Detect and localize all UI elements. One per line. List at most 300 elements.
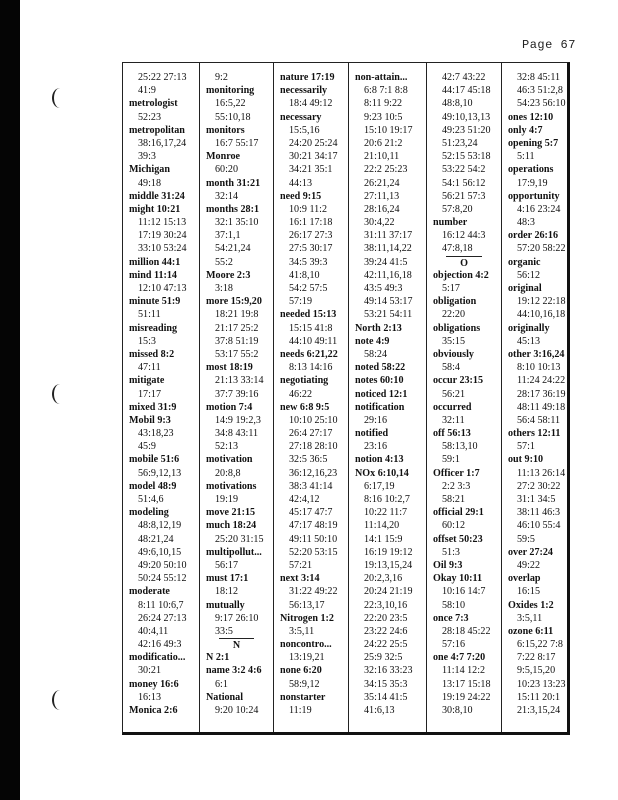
index-reference: 56:21 [442, 388, 465, 400]
index-reference: 8:10 10:13 [517, 362, 561, 374]
index-reference: 9:2 [215, 72, 228, 83]
index-reference: 58:4 [442, 362, 460, 374]
index-reference: 59:5 [517, 533, 535, 545]
index-term: money 16:6 [129, 678, 179, 690]
index-reference: 30:21 34:17 [289, 151, 338, 163]
section-letter-text: N [219, 638, 254, 652]
index-term: out 9:10 [508, 454, 544, 466]
index-reference: 43:18,23 [138, 428, 174, 440]
index-column-5 [426, 63, 501, 732]
index-reference: 58:21 [442, 494, 465, 505]
index-reference: 27:11,13 [364, 190, 400, 202]
index-term: National [206, 691, 244, 703]
index-term: none 6:20 [280, 665, 322, 677]
index-reference: 12:10 47:13 [138, 283, 187, 294]
index-reference: 47:17 48:19 [289, 520, 338, 532]
index-term: obligations [433, 322, 481, 334]
index-term: noticed 12:1 [355, 388, 408, 400]
index-reference: 52:20 53:15 [289, 546, 338, 558]
index-reference: 38:16,17,24 [138, 137, 187, 149]
index-reference: 9:17 26:10 [215, 612, 259, 624]
index-reference: 19:13,15,24 [364, 559, 413, 571]
index-term: number [433, 217, 468, 229]
index-reference: 33:10 53:24 [138, 243, 187, 255]
index-reference: 8:16 10:2,7 [364, 494, 410, 505]
index-term: necessarily [280, 85, 328, 97]
index-term: notification [355, 401, 405, 413]
index-column-4 [348, 63, 426, 732]
index-term: one 4:7 7:20 [433, 652, 486, 664]
index-reference: 49:11 50:10 [289, 533, 338, 545]
index-reference: 29:16 [364, 414, 387, 426]
index-reference: 41:6,13 [364, 705, 395, 716]
index-reference: 31:11 37:17 [364, 230, 413, 242]
index-term: offset 50:23 [433, 533, 483, 545]
index-reference: 47:8,18 [442, 243, 473, 255]
index-reference: 21:3,15,24 [517, 705, 561, 716]
index-reference: 41:8,10 [289, 269, 320, 281]
index-reference: 34:15 35:3 [364, 678, 408, 690]
index-reference: 8:11 10:6,7 [138, 599, 184, 611]
index-reference: 9:5,15,20 [517, 665, 556, 677]
index-reference: 30:4,22 [364, 217, 395, 229]
index-reference: 22:3,10,16 [364, 599, 408, 611]
index-reference: 20:6 21:2 [364, 137, 403, 149]
index-reference: 36:12,16,23 [289, 467, 338, 479]
index-reference: 31:22 49:22 [289, 586, 338, 598]
index-reference: 51:23,24 [442, 137, 478, 149]
index-term: missed 8:2 [129, 348, 175, 360]
index-term: minute 51:9 [129, 296, 181, 308]
index-reference: 28:18 45:22 [442, 625, 491, 637]
index-reference: 20:24 21:19 [364, 586, 413, 598]
index-reference: 47:11 [138, 362, 161, 374]
index-term: Michigan [129, 164, 170, 176]
index-reference: 53:22 54:2 [442, 164, 486, 176]
index-reference: 10:23 13:23 [517, 678, 566, 690]
index-reference: 52:23 [138, 111, 161, 123]
index-reference: 56:12 [517, 269, 540, 281]
index-reference: 49:22 [517, 559, 540, 571]
index-reference: 55:10,18 [215, 111, 251, 123]
index-term: name 3:2 4:6 [206, 665, 262, 677]
index-reference: 25:20 31:15 [215, 533, 264, 545]
index-reference: 28:16,24 [364, 203, 400, 215]
index-term: notes 60:10 [355, 375, 404, 387]
index-reference: 16:19 19:12 [364, 546, 413, 558]
index-reference: 10:22 11:7 [364, 507, 408, 519]
index-reference: 59:1 [442, 454, 460, 466]
index-reference: 17:17 [138, 388, 161, 400]
index-reference: 54:23 56:10 [517, 98, 566, 110]
index-term: modeling [129, 507, 169, 519]
index-term: new 6:8 9:5 [280, 401, 330, 413]
index-reference: 15:3 [138, 335, 156, 347]
index-reference: 16:5,22 [215, 98, 246, 110]
index-reference: 18:21 19:8 [215, 309, 259, 321]
index-reference: 54:1 56:12 [442, 177, 486, 189]
index-term: mutually [206, 599, 245, 611]
index-term: mind 11:14 [129, 269, 177, 281]
index-term: might 10:21 [129, 203, 181, 215]
index-term: must 17:1 [206, 573, 249, 585]
index-term: metropolitan [129, 124, 185, 136]
index-reference: 21:10,11 [364, 151, 400, 163]
index-reference: 8:11 9:22 [364, 98, 403, 110]
index-reference: 5:17 [442, 283, 460, 294]
index-term: middle 31:24 [129, 190, 185, 202]
index-reference: 20:8,8 [215, 467, 241, 479]
index-term: originally [508, 322, 550, 334]
section-letter [427, 256, 501, 269]
index-reference: 23:16 [364, 441, 387, 453]
index-reference: 45:17 47:7 [289, 507, 333, 519]
index-reference: 6:17,19 [364, 480, 395, 492]
index-reference: 3:5,11 [289, 625, 315, 637]
index-reference: 34:5 39:3 [289, 256, 328, 268]
index-term: months 28:1 [206, 203, 259, 215]
index-reference: 18:4 49:12 [289, 98, 333, 110]
index-reference: 44:10,16,18 [517, 309, 566, 321]
index-reference: 57:16 [442, 639, 465, 651]
index-reference: 13:19,21 [289, 652, 325, 664]
index-term: ozone 6:11 [508, 625, 554, 637]
index-reference: 24:22 25:5 [364, 639, 408, 651]
index-reference: 58:13,10 [442, 441, 478, 453]
index-term: misreading [129, 322, 178, 334]
index-term: Oil 9:3 [433, 559, 463, 571]
index-reference: 58:9,12 [289, 678, 320, 690]
index-reference: 57:1 [517, 441, 535, 453]
index-term: organic [508, 256, 541, 268]
index-term: mitigate [129, 375, 165, 387]
index-term: ones 12:10 [508, 111, 554, 123]
index-reference: 40:4,11 [138, 625, 169, 637]
index-column-1 [123, 63, 199, 732]
index-reference: 56:9,12,13 [138, 467, 182, 479]
index-reference: 39:24 41:5 [364, 256, 408, 268]
index-term: modificatio... [129, 652, 186, 664]
index-reference: 52:15 53:18 [442, 151, 491, 163]
index-reference: 19:19 [215, 494, 238, 505]
index-reference: 48:8,12,19 [138, 520, 182, 532]
index-reference: 55:2 [215, 256, 233, 268]
index-reference: 11:14 12:2 [442, 665, 486, 677]
index-reference: 24:20 25:24 [289, 137, 338, 149]
index-term: motivations [206, 480, 257, 492]
index-term: need 9:15 [280, 190, 322, 202]
index-reference: 3:18 [215, 283, 233, 294]
index-reference: 15:10 19:17 [364, 124, 413, 136]
index-term: occurred [433, 401, 472, 413]
index-term: most 18:19 [206, 362, 253, 374]
index-reference: 48:8,10 [442, 98, 473, 110]
index-reference: 11:13 26:14 [517, 467, 566, 479]
section-letter [200, 638, 273, 651]
index-reference: 22:20 [442, 309, 465, 321]
index-reference: 19:19 24:22 [442, 691, 491, 703]
index-reference: 51:3 [442, 546, 460, 558]
index-reference: 53:21 54:11 [364, 309, 413, 321]
index-reference: 42:11,16,18 [364, 269, 412, 281]
index-reference: 42:7 43:22 [442, 72, 486, 83]
index-term: North 2:13 [355, 322, 402, 334]
index-reference: 16:12 44:3 [442, 230, 486, 242]
punch-hole-mark [50, 384, 60, 406]
index-term: move 21:15 [206, 507, 256, 519]
index-reference: 16:7 55:17 [215, 137, 259, 149]
index-reference: 32:5 36:5 [289, 454, 328, 466]
index-reference: 35:14 41:5 [364, 691, 408, 703]
index-reference: 49:18 [138, 177, 161, 189]
index-term: other 3:16,24 [508, 348, 565, 360]
index-reference: 18:12 [215, 586, 238, 598]
index-reference: 48:21,24 [138, 533, 174, 545]
index-term: necessary [280, 111, 322, 123]
index-reference: 49:6,10,15 [138, 546, 182, 558]
index-reference: 32:8 45:11 [517, 72, 561, 83]
index-term: objection 4:2 [433, 269, 489, 281]
index-reference: 48:3 [517, 217, 535, 229]
index-reference: 25:9 32:5 [364, 652, 403, 664]
index-reference: 27:18 28:10 [289, 441, 338, 453]
index-term: once 7:3 [433, 612, 469, 624]
index-reference: 16:13 [138, 691, 161, 703]
index-reference: 41:9 [138, 85, 156, 97]
index-term: noncontro... [280, 639, 332, 651]
punch-hole-mark [50, 690, 60, 712]
index-reference: 6:8 7:1 8:8 [364, 85, 408, 97]
index-term: original [508, 283, 542, 294]
index-reference: 57:19 [289, 296, 312, 308]
index-term: order 26:16 [508, 230, 558, 242]
index-term: Monica 2:6 [129, 705, 178, 716]
index-reference: 56:4 58:11 [517, 414, 561, 426]
index-reference: 51:11 [138, 309, 161, 321]
index-term: model 48:9 [129, 480, 177, 492]
index-reference: 32:16 33:23 [364, 665, 413, 677]
index-reference: 26:24 27:13 [138, 612, 187, 624]
index-reference: 17:19 30:24 [138, 230, 187, 242]
index-term: Oxides 1:2 [508, 599, 554, 611]
index-term: non-attain... [355, 72, 408, 83]
index-term: obligation [433, 296, 477, 308]
section-letter-text: O [446, 256, 482, 270]
index-reference: 60:20 [215, 164, 238, 176]
index-column-3 [273, 63, 348, 732]
index-term: Okay 10:11 [433, 573, 483, 585]
index-reference: 51:4,6 [138, 494, 164, 505]
index-reference: 49:23 51:20 [442, 124, 491, 136]
index-reference: 6:15,22 7:8 [517, 639, 563, 651]
index-term: Mobil 9:3 [129, 414, 171, 426]
index-term: much 18:24 [206, 520, 257, 532]
index-term: overlap [508, 573, 541, 585]
index-reference: 57:8,20 [442, 203, 473, 215]
index-reference: 9:20 10:24 [215, 705, 259, 716]
index-term: nonstarter [280, 691, 326, 703]
index-reference: 37:7 39:16 [215, 388, 259, 400]
index-term: notified [355, 428, 389, 440]
index-reference: 4:16 23:24 [517, 203, 561, 215]
index-reference: 10:9 11:2 [289, 203, 328, 215]
index-reference: 34:21 35:1 [289, 164, 333, 176]
index-reference: 13:17 15:18 [442, 678, 491, 690]
index-reference: 15:11 20:1 [517, 691, 561, 703]
index-reference: 45:13 [517, 335, 540, 347]
index-reference: 49:14 53:17 [364, 296, 413, 308]
index-reference: 56:13,17 [289, 599, 325, 611]
index-reference: 45:9 [138, 441, 156, 453]
index-reference: 54:2 57:5 [289, 283, 328, 294]
index-reference: 27:5 30:17 [289, 243, 333, 255]
index-reference: 58:10 [442, 599, 465, 611]
index-term: Moore 2:3 [206, 269, 251, 281]
index-reference: 11:19 [289, 705, 312, 716]
index-term: needs 6:21,22 [280, 348, 338, 360]
index-reference: 50:24 55:12 [138, 573, 187, 585]
index-reference: 57:21 [289, 559, 312, 571]
index-reference: 42:4,12 [289, 494, 320, 505]
index-reference: 48:11 49:18 [517, 401, 566, 413]
index-reference: 37:1,1 [215, 230, 241, 242]
index-term: needed 15:13 [280, 309, 337, 321]
index-column-6 [501, 63, 567, 732]
index-reference: 5:11 [517, 151, 535, 163]
index-reference: 26:21,24 [364, 177, 400, 189]
index-term: nature 17:19 [280, 72, 335, 83]
index-reference: 44:13 [289, 177, 312, 189]
index-reference: 42:16 49:3 [138, 639, 182, 651]
index-term: operations [508, 164, 554, 176]
index-reference: 30:8,10 [442, 705, 473, 716]
index-term: monitors [206, 124, 245, 136]
index-reference: 44:10 49:11 [289, 335, 338, 347]
index-term: more 15:9,20 [206, 296, 262, 308]
index-term: Nitrogen 1:2 [280, 612, 334, 624]
index-reference: 32:14 [215, 190, 238, 202]
index-reference: 46:3 51:2,8 [517, 85, 563, 97]
index-reference: 46:10 55:4 [517, 520, 561, 532]
index-reference: 15:15 41:8 [289, 322, 333, 334]
index-reference: 10:16 14:7 [442, 586, 486, 598]
index-reference: 10:10 25:10 [289, 414, 338, 426]
index-term: monitoring [206, 85, 255, 97]
index-reference: 39:3 [138, 151, 156, 163]
index-term: obviously [433, 348, 474, 360]
index-table [122, 62, 570, 735]
index-reference: 16:15 [517, 586, 540, 598]
index-term: others 12:11 [508, 428, 561, 440]
index-reference: 11:24 24:22 [517, 375, 566, 387]
index-term: Officer 1:7 [433, 467, 480, 479]
index-term: negotiating [280, 375, 329, 387]
index-reference: 53:17 55:2 [215, 348, 259, 360]
index-reference: 52:13 [215, 441, 238, 453]
index-reference: 26:4 27:17 [289, 428, 333, 440]
index-term: note 4:9 [355, 335, 390, 347]
punch-hole-mark [50, 88, 60, 110]
index-reference: 31:1 34:5 [517, 494, 556, 505]
index-term: NOx 6:10,14 [355, 467, 409, 479]
index-reference: 49:10,13,13 [442, 111, 491, 123]
index-reference: 3:5,11 [517, 612, 543, 624]
index-reference: 58:24 [364, 348, 387, 360]
index-reference: 56:21 57:3 [442, 190, 486, 202]
index-reference: 38:11 46:3 [517, 507, 561, 519]
index-reference: 21:13 33:14 [215, 375, 264, 387]
index-reference: 35:15 [442, 335, 465, 347]
index-reference: 6:1 [215, 678, 228, 690]
index-reference: 37:8 51:19 [215, 335, 259, 347]
index-reference: 30:21 [138, 665, 161, 677]
index-reference: 44:17 45:18 [442, 85, 491, 97]
index-reference: 23:22 24:6 [364, 625, 408, 637]
index-reference: 57:20 58:22 [517, 243, 566, 255]
index-reference: 9:23 10:5 [364, 111, 403, 123]
index-reference: 7:22 8:17 [517, 652, 556, 664]
index-reference: 15:5,16 [289, 124, 320, 136]
scan-margin-bar [0, 0, 20, 800]
index-reference: 16:1 17:18 [289, 217, 333, 229]
index-term: only 4:7 [508, 124, 543, 136]
index-reference: 33:5 [215, 625, 233, 637]
index-reference: 19:12 22:18 [517, 296, 566, 308]
index-column-2 [199, 63, 273, 732]
index-reference: 43:5 49:3 [364, 283, 403, 294]
index-reference: 56:17 [215, 559, 238, 571]
index-term: opening 5:7 [508, 137, 559, 149]
index-term: mobile 51:6 [129, 454, 180, 466]
index-term: over 27:24 [508, 546, 553, 558]
index-reference: 14:1 15:9 [364, 533, 403, 545]
index-term: mixed 31:9 [129, 401, 177, 413]
index-term: motivation [206, 454, 253, 466]
index-term: multipollut... [206, 546, 262, 558]
index-reference: 2:2 3:3 [442, 480, 471, 492]
index-term: motion 7:4 [206, 401, 253, 413]
index-term: moderate [129, 586, 170, 598]
index-term: occur 23:15 [433, 375, 483, 387]
index-term: official 29:1 [433, 507, 484, 519]
index-reference: 46:22 [289, 388, 312, 400]
index-term: next 3:14 [280, 573, 320, 585]
index-term: Monroe [206, 151, 241, 163]
index-reference: 34:8 43:11 [215, 428, 259, 440]
index-reference: 27:2 30:22 [517, 480, 561, 492]
index-term: opportunity [508, 190, 560, 202]
index-reference: 38:3 41:14 [289, 480, 333, 492]
index-term: notion 4:13 [355, 454, 404, 466]
index-reference: 26:17 27:3 [289, 230, 333, 242]
index-reference: 49:20 50:10 [138, 559, 187, 571]
index-reference: 17:9,19 [517, 177, 548, 189]
index-reference: 38:11,14,22 [364, 243, 412, 255]
index-reference: 32:1 35:10 [215, 217, 259, 229]
index-reference: 60:12 [442, 520, 465, 532]
index-reference: 8:13 14:16 [289, 362, 333, 374]
index-term: noted 58:22 [355, 362, 406, 374]
index-reference: 22:20 23:5 [364, 612, 408, 624]
index-reference: 14:9 19:2,3 [215, 414, 261, 426]
index-term: million 44:1 [129, 256, 181, 268]
index-reference: 20:2,3,16 [364, 573, 403, 585]
page-number: Page 67 [522, 38, 576, 52]
index-reference: 32:11 [442, 414, 465, 426]
index-reference: 25:22 27:13 [138, 72, 187, 83]
index-term: metrologist [129, 98, 178, 110]
index-reference: 11:12 15:13 [138, 217, 187, 229]
